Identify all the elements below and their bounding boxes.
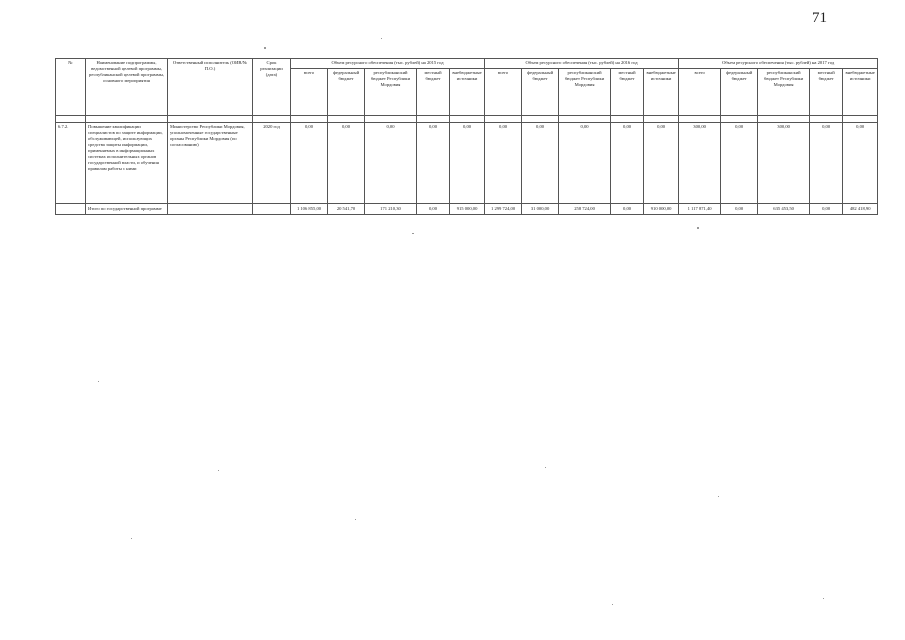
total-2016-extra: 910 000,00 xyxy=(644,204,679,215)
scan-speck xyxy=(98,381,99,382)
row-term: 2020 год xyxy=(253,123,291,204)
total-2015-extra: 915 000,00 xyxy=(450,204,485,215)
subcol-federal: федеральный бюджет xyxy=(721,69,758,116)
subcol-republic: республиканский бюджет Республики Мордовия xyxy=(559,69,611,116)
header-term: Срок реализации (дата) xyxy=(253,59,291,116)
budget-table xyxy=(55,58,878,215)
total-2017-republic: 635 453,50 xyxy=(758,204,810,215)
subcol-federal: федеральный бюджет xyxy=(522,69,559,116)
total-2015-federal: 20 541,70 xyxy=(328,204,365,215)
subcol-republic: республиканский бюджет Республики Мордовия xyxy=(758,69,810,116)
total-2015-republic: 171 210,30 xyxy=(365,204,417,215)
header-group-2015: Объем ресурсного обеспечения (тыс. рублей) на 2015 год xyxy=(291,59,485,69)
total-2015-local: 0,00 xyxy=(417,204,450,215)
total-2016-republic: 258 724,00 xyxy=(559,204,611,215)
scan-speck xyxy=(412,233,414,234)
cell-2016-extra: 0,00 xyxy=(644,123,679,204)
cell-2017-local: 0,00 xyxy=(810,123,843,204)
row-number: 6.7.2. xyxy=(56,123,86,204)
scan-speck xyxy=(823,598,824,599)
cell-2015-extra: 0,00 xyxy=(450,123,485,204)
scan-speck xyxy=(381,38,382,39)
total-2016-local: 0,00 xyxy=(611,204,644,215)
cell-2015-republic: 0,00 xyxy=(365,123,417,204)
total-2017-local: 0,00 xyxy=(810,204,843,215)
subcol-total: всего xyxy=(679,69,721,116)
header-executor: Ответственный исполнитель (ОИВ/№ П.О.) xyxy=(168,59,253,116)
subcol-federal: федеральный бюджет xyxy=(328,69,365,116)
scan-speck xyxy=(131,538,132,539)
scan-speck xyxy=(218,470,219,471)
header-row-groups xyxy=(56,59,878,69)
subcol-local: местный бюджет xyxy=(810,69,843,116)
row-executor: Министерство Республики Мордовия, уполномоченные государственные органы Республики Мордовия (по согласованию) xyxy=(168,123,253,204)
total-2016-total: 1 299 724,00 xyxy=(485,204,522,215)
total-2017-total: 1 117 871,40 xyxy=(679,204,721,215)
subcol-republic: республиканский бюджет Республики Мордовия xyxy=(365,69,417,116)
cell-2015-federal: 0,00 xyxy=(328,123,365,204)
row-name: Повышение квалификации специалистов по защите информации, обслуживающей, использующих средства защиты информации, применяемых в информационных системах исполнительных органов государственной власти, и обучения правилам работы с ними xyxy=(86,123,168,204)
header-name: Наименование подпрограммы, ведомственной целевой программы, республиканской целевой программы, основного мероприятия xyxy=(86,59,168,116)
total-2017-extra: 482 418,90 xyxy=(843,204,878,215)
total-2016-federal: 31 000,00 xyxy=(522,204,559,215)
total-label: Итого по государственной программе xyxy=(86,204,168,215)
subcol-local: местный бюджет xyxy=(417,69,450,116)
spacer-row xyxy=(56,116,878,123)
subcol-local: местный бюджет xyxy=(611,69,644,116)
cell-2016-local: 0,00 xyxy=(611,123,644,204)
subcol-extra: внебюджетные источники xyxy=(450,69,485,116)
cell-2016-total: 0,00 xyxy=(485,123,522,204)
cell-2017-republic: 300,00 xyxy=(758,123,810,204)
cell-2015-total: 0,00 xyxy=(291,123,328,204)
header-group-2017: Объем ресурсного обеспечения (тыс. рублей) на 2017 год xyxy=(679,59,878,69)
header-no: № xyxy=(56,59,86,116)
scan-speck xyxy=(264,47,266,49)
cell-2017-extra: 0,00 xyxy=(843,123,878,204)
total-2017-federal: 0,00 xyxy=(721,204,758,215)
header-group-2016: Объем ресурсного обеспечения (тыс. рублей) на 2016 год xyxy=(485,59,679,69)
scan-speck xyxy=(612,604,613,605)
table-row xyxy=(56,123,878,204)
cell-2017-federal: 0,00 xyxy=(721,123,758,204)
cell-2017-total: 300,00 xyxy=(679,123,721,204)
scan-speck xyxy=(718,496,719,497)
cell-2016-republic: 0,00 xyxy=(559,123,611,204)
page-number: 71 xyxy=(812,10,827,26)
cell-2016-federal: 0,00 xyxy=(522,123,559,204)
subcol-extra: внебюджетные источники xyxy=(843,69,878,116)
total-2015-total: 1 106 855,00 xyxy=(291,204,328,215)
cell-2015-local: 0,00 xyxy=(417,123,450,204)
scan-speck xyxy=(697,227,699,229)
scan-speck xyxy=(545,467,546,468)
subcol-extra: внебюджетные источники xyxy=(644,69,679,116)
subcol-total: всего xyxy=(291,69,328,116)
total-row xyxy=(56,204,878,215)
subcol-total: всего xyxy=(485,69,522,116)
scan-speck xyxy=(355,519,356,520)
